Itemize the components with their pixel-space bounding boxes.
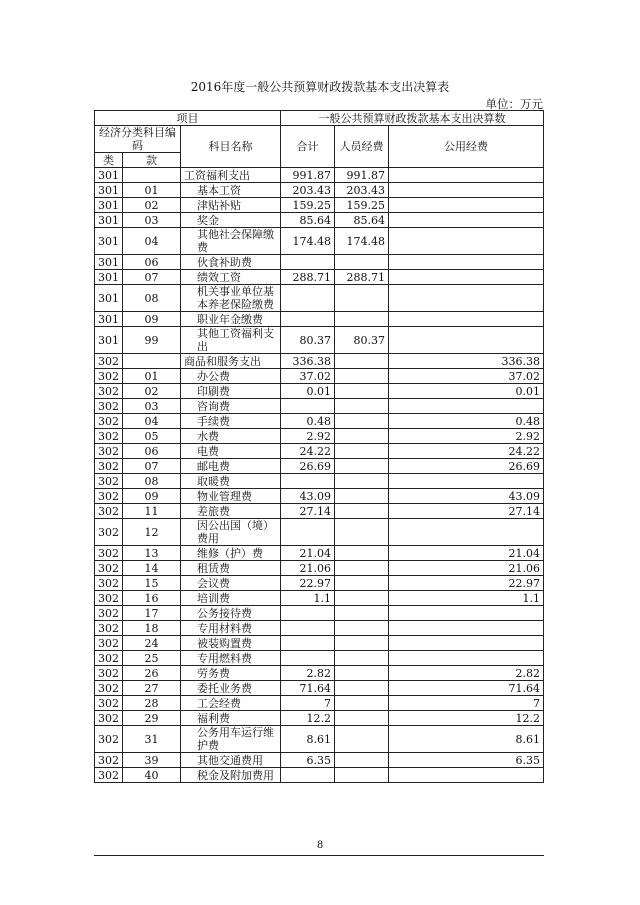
cell-lei: 302 xyxy=(95,606,123,621)
table-row xyxy=(95,255,544,270)
cell-kuan: 25 xyxy=(123,651,181,666)
cell-personnel: 85.64 xyxy=(335,213,389,228)
page-number: 8 xyxy=(316,840,324,851)
cell-kuan: 13 xyxy=(123,546,181,561)
cell-personnel xyxy=(335,444,389,459)
cell-personnel xyxy=(335,681,389,696)
table-row xyxy=(95,285,544,312)
cell-kuan: 02 xyxy=(123,384,181,399)
table-row xyxy=(95,696,544,711)
cell-subject-name: 工会经费 xyxy=(181,696,281,711)
table-row xyxy=(95,270,544,285)
cell-total: 80.37 xyxy=(281,327,335,354)
table-row xyxy=(95,591,544,606)
cell-public: 26.69 xyxy=(389,459,544,474)
cell-total: 991.87 xyxy=(281,168,335,183)
cell-subject-name: 伙食补助费 xyxy=(181,255,281,270)
cell-total: 43.09 xyxy=(281,489,335,504)
table-row xyxy=(95,213,544,228)
cell-subject-name: 其他工资福利支出 xyxy=(181,327,281,354)
cell-total: 7 xyxy=(281,696,335,711)
header-row-2 xyxy=(95,126,544,153)
cell-subject-name: 绩效工资 xyxy=(181,270,281,285)
cell-kuan xyxy=(123,168,181,183)
cell-total xyxy=(281,636,335,651)
cell-subject-name: 因公出国（境）费用 xyxy=(181,519,281,546)
cell-kuan: 12 xyxy=(123,519,181,546)
cell-public: 7 xyxy=(389,696,544,711)
cell-public: 6.35 xyxy=(389,753,544,768)
table-row xyxy=(95,489,544,504)
cell-kuan: 11 xyxy=(123,504,181,519)
cell-personnel: 991.87 xyxy=(335,168,389,183)
cell-public: 8.61 xyxy=(389,726,544,753)
table-row xyxy=(95,312,544,327)
cell-personnel xyxy=(335,768,389,783)
table-row xyxy=(95,183,544,198)
cell-personnel xyxy=(335,474,389,489)
cell-total xyxy=(281,768,335,783)
cell-personnel xyxy=(335,576,389,591)
table-row xyxy=(95,561,544,576)
cell-kuan: 06 xyxy=(123,255,181,270)
cell-personnel xyxy=(335,285,389,312)
cell-subject-name: 福利费 xyxy=(181,711,281,726)
cell-lei: 301 xyxy=(95,285,123,312)
cell-kuan: 24 xyxy=(123,636,181,651)
cell-lei: 301 xyxy=(95,312,123,327)
cell-kuan: 18 xyxy=(123,621,181,636)
header-project: 项目 xyxy=(95,111,281,126)
table-row xyxy=(95,768,544,783)
cell-personnel xyxy=(335,711,389,726)
cell-lei: 302 xyxy=(95,399,123,414)
cell-subject-name: 物业管理费 xyxy=(181,489,281,504)
cell-public: 1.1 xyxy=(389,591,544,606)
cell-lei: 301 xyxy=(95,327,123,354)
cell-public: 2.82 xyxy=(389,666,544,681)
cell-subject-name: 其他社会保障缴费 xyxy=(181,228,281,255)
table-row xyxy=(95,576,544,591)
cell-lei: 301 xyxy=(95,198,123,213)
cell-total: 1.1 xyxy=(281,591,335,606)
cell-kuan: 27 xyxy=(123,681,181,696)
cell-lei: 302 xyxy=(95,696,123,711)
cell-kuan: 14 xyxy=(123,561,181,576)
cell-kuan: 99 xyxy=(123,327,181,354)
cell-kuan: 03 xyxy=(123,399,181,414)
cell-kuan: 16 xyxy=(123,591,181,606)
cell-total: 24.22 xyxy=(281,444,335,459)
cell-subject-name: 商品和服务支出 xyxy=(181,354,281,369)
cell-lei: 302 xyxy=(95,354,123,369)
cell-subject-name: 税金及附加费用 xyxy=(181,768,281,783)
cell-lei: 302 xyxy=(95,591,123,606)
cell-kuan: 17 xyxy=(123,606,181,621)
cell-subject-name: 取暖费 xyxy=(181,474,281,489)
table-row xyxy=(95,429,544,444)
cell-kuan: 15 xyxy=(123,576,181,591)
cell-public xyxy=(389,651,544,666)
cell-subject-name: 其他交通费用 xyxy=(181,753,281,768)
cell-lei: 302 xyxy=(95,726,123,753)
cell-public: 71.64 xyxy=(389,681,544,696)
cell-personnel xyxy=(335,621,389,636)
cell-public: 12.2 xyxy=(389,711,544,726)
cell-public xyxy=(389,519,544,546)
cell-total xyxy=(281,255,335,270)
cell-public: 0.01 xyxy=(389,384,544,399)
cell-total xyxy=(281,285,335,312)
cell-lei: 302 xyxy=(95,621,123,636)
cell-lei: 301 xyxy=(95,270,123,285)
cell-kuan: 05 xyxy=(123,429,181,444)
cell-lei: 301 xyxy=(95,168,123,183)
table-row xyxy=(95,681,544,696)
table-row xyxy=(95,753,544,768)
cell-lei: 302 xyxy=(95,369,123,384)
cell-public xyxy=(389,285,544,312)
cell-lei: 302 xyxy=(95,768,123,783)
table-row xyxy=(95,666,544,681)
cell-personnel xyxy=(335,651,389,666)
cell-total: 2.82 xyxy=(281,666,335,681)
cell-total xyxy=(281,621,335,636)
table-row xyxy=(95,519,544,546)
cell-personnel xyxy=(335,591,389,606)
cell-subject-name: 差旅费 xyxy=(181,504,281,519)
cell-subject-name: 租赁费 xyxy=(181,561,281,576)
cell-public xyxy=(389,183,544,198)
cell-subject-name: 咨询费 xyxy=(181,399,281,414)
cell-lei: 302 xyxy=(95,429,123,444)
cell-public xyxy=(389,474,544,489)
table-row xyxy=(95,621,544,636)
header-kuan: 款 xyxy=(123,153,181,168)
cell-personnel xyxy=(335,696,389,711)
cell-subject-name: 办公费 xyxy=(181,369,281,384)
cell-total xyxy=(281,519,335,546)
cell-kuan: 31 xyxy=(123,726,181,753)
cell-total xyxy=(281,651,335,666)
cell-subject-name: 奖金 xyxy=(181,213,281,228)
cell-lei: 302 xyxy=(95,504,123,519)
cell-lei: 301 xyxy=(95,228,123,255)
cell-public: 336.38 xyxy=(389,354,544,369)
cell-total: 26.69 xyxy=(281,459,335,474)
cell-kuan: 08 xyxy=(123,474,181,489)
table-row xyxy=(95,399,544,414)
cell-public: 2.92 xyxy=(389,429,544,444)
cell-subject-name: 邮电费 xyxy=(181,459,281,474)
cell-lei: 302 xyxy=(95,459,123,474)
cell-public: 0.48 xyxy=(389,414,544,429)
table-row xyxy=(95,444,544,459)
table-row xyxy=(95,726,544,753)
cell-total: 21.06 xyxy=(281,561,335,576)
header-subject-name: 科目名称 xyxy=(181,126,281,168)
cell-lei: 302 xyxy=(95,474,123,489)
cell-kuan: 06 xyxy=(123,444,181,459)
cell-personnel xyxy=(335,561,389,576)
cell-personnel xyxy=(335,726,389,753)
cell-subject-name: 委托业务费 xyxy=(181,681,281,696)
expenditure-table xyxy=(94,110,544,783)
cell-lei: 302 xyxy=(95,651,123,666)
cell-subject-name: 工资福利支出 xyxy=(181,168,281,183)
table-row xyxy=(95,414,544,429)
cell-total: 203.43 xyxy=(281,183,335,198)
cell-lei: 301 xyxy=(95,183,123,198)
cell-public: 21.06 xyxy=(389,561,544,576)
table-row xyxy=(95,228,544,255)
cell-personnel: 159.25 xyxy=(335,198,389,213)
cell-personnel xyxy=(335,636,389,651)
cell-kuan: 07 xyxy=(123,270,181,285)
cell-personnel xyxy=(335,504,389,519)
table-row xyxy=(95,384,544,399)
cell-personnel xyxy=(335,666,389,681)
cell-subject-name: 培训费 xyxy=(181,591,281,606)
cell-lei: 302 xyxy=(95,753,123,768)
cell-personnel xyxy=(335,489,389,504)
cell-total: 174.48 xyxy=(281,228,335,255)
cell-total: 2.92 xyxy=(281,429,335,444)
cell-public xyxy=(389,621,544,636)
cell-public xyxy=(389,168,544,183)
cell-kuan: 03 xyxy=(123,213,181,228)
header-main-group: 一般公共预算财政拨款基本支出决算数 xyxy=(281,111,544,126)
cell-lei: 302 xyxy=(95,576,123,591)
table-row xyxy=(95,474,544,489)
cell-total: 0.01 xyxy=(281,384,335,399)
table-row xyxy=(95,546,544,561)
cell-subject-name: 会议费 xyxy=(181,576,281,591)
cell-total: 85.64 xyxy=(281,213,335,228)
cell-subject-name: 手续费 xyxy=(181,414,281,429)
cell-kuan: 01 xyxy=(123,369,181,384)
cell-public xyxy=(389,312,544,327)
cell-lei: 302 xyxy=(95,444,123,459)
cell-total: 37.02 xyxy=(281,369,335,384)
cell-total: 22.97 xyxy=(281,576,335,591)
cell-total: 159.25 xyxy=(281,198,335,213)
cell-subject-name: 专用材料费 xyxy=(181,621,281,636)
cell-public: 43.09 xyxy=(389,489,544,504)
unit-label: 单位：万元 xyxy=(485,97,543,111)
table-row xyxy=(95,198,544,213)
table-row xyxy=(95,711,544,726)
cell-subject-name: 专用燃料费 xyxy=(181,651,281,666)
cell-personnel xyxy=(335,414,389,429)
header-row-1 xyxy=(95,111,544,126)
cell-public: 21.04 xyxy=(389,546,544,561)
cell-public: 27.14 xyxy=(389,504,544,519)
cell-kuan: 09 xyxy=(123,312,181,327)
cell-lei: 302 xyxy=(95,561,123,576)
cell-public xyxy=(389,270,544,285)
cell-total: 8.61 xyxy=(281,726,335,753)
header-lei: 类 xyxy=(95,153,123,168)
cell-subject-name: 印刷费 xyxy=(181,384,281,399)
cell-total: 12.2 xyxy=(281,711,335,726)
cell-public xyxy=(389,399,544,414)
table-row xyxy=(95,168,544,183)
cell-total xyxy=(281,399,335,414)
cell-personnel xyxy=(335,354,389,369)
cell-lei: 302 xyxy=(95,384,123,399)
header-econ-code: 经济分类科目编码 xyxy=(95,126,181,153)
cell-total: 27.14 xyxy=(281,504,335,519)
cell-subject-name: 基本工资 xyxy=(181,183,281,198)
cell-personnel xyxy=(335,312,389,327)
cell-total: 21.04 xyxy=(281,546,335,561)
cell-kuan: 07 xyxy=(123,459,181,474)
cell-subject-name: 公务用车运行维护费 xyxy=(181,726,281,753)
footer-divider xyxy=(94,855,544,856)
cell-subject-name: 水费 xyxy=(181,429,281,444)
table-row xyxy=(95,327,544,354)
table-row xyxy=(95,606,544,621)
cell-kuan: 28 xyxy=(123,696,181,711)
cell-subject-name: 津贴补贴 xyxy=(181,198,281,213)
table-row xyxy=(95,651,544,666)
cell-kuan: 09 xyxy=(123,489,181,504)
cell-lei: 302 xyxy=(95,666,123,681)
table-row xyxy=(95,636,544,651)
cell-kuan: 26 xyxy=(123,666,181,681)
cell-total xyxy=(281,312,335,327)
cell-kuan: 04 xyxy=(123,228,181,255)
cell-subject-name: 职业年金缴费 xyxy=(181,312,281,327)
cell-personnel xyxy=(335,255,389,270)
cell-lei: 302 xyxy=(95,711,123,726)
cell-total xyxy=(281,606,335,621)
cell-personnel: 203.43 xyxy=(335,183,389,198)
cell-subject-name: 电费 xyxy=(181,444,281,459)
cell-public: 24.22 xyxy=(389,444,544,459)
cell-public xyxy=(389,327,544,354)
cell-public xyxy=(389,213,544,228)
cell-personnel xyxy=(335,753,389,768)
header-personnel: 人员经费 xyxy=(335,126,389,168)
cell-subject-name: 被装购置费 xyxy=(181,636,281,651)
cell-kuan: 02 xyxy=(123,198,181,213)
table-row xyxy=(95,354,544,369)
cell-subject-name: 维修（护）费 xyxy=(181,546,281,561)
cell-kuan: 01 xyxy=(123,183,181,198)
table-row xyxy=(95,459,544,474)
cell-personnel xyxy=(335,606,389,621)
cell-personnel xyxy=(335,546,389,561)
table-row xyxy=(95,369,544,384)
cell-lei: 302 xyxy=(95,546,123,561)
cell-public xyxy=(389,636,544,651)
cell-personnel xyxy=(335,459,389,474)
cell-total: 71.64 xyxy=(281,681,335,696)
cell-kuan xyxy=(123,354,181,369)
cell-personnel xyxy=(335,429,389,444)
cell-subject-name: 公务接待费 xyxy=(181,606,281,621)
cell-lei: 302 xyxy=(95,489,123,504)
cell-personnel: 174.48 xyxy=(335,228,389,255)
cell-personnel: 288.71 xyxy=(335,270,389,285)
cell-kuan: 40 xyxy=(123,768,181,783)
cell-lei: 302 xyxy=(95,414,123,429)
table-row xyxy=(95,504,544,519)
cell-total: 0.48 xyxy=(281,414,335,429)
cell-kuan: 39 xyxy=(123,753,181,768)
cell-subject-name: 劳务费 xyxy=(181,666,281,681)
cell-personnel: 80.37 xyxy=(335,327,389,354)
header-public: 公用经费 xyxy=(389,126,544,168)
cell-personnel xyxy=(335,399,389,414)
cell-public xyxy=(389,606,544,621)
cell-personnel xyxy=(335,369,389,384)
cell-lei: 301 xyxy=(95,213,123,228)
cell-personnel xyxy=(335,519,389,546)
cell-lei: 302 xyxy=(95,681,123,696)
cell-public xyxy=(389,228,544,255)
cell-kuan: 04 xyxy=(123,414,181,429)
cell-subject-name: 机关事业单位基本养老保险缴费 xyxy=(181,285,281,312)
cell-total: 288.71 xyxy=(281,270,335,285)
cell-total xyxy=(281,474,335,489)
cell-personnel xyxy=(335,384,389,399)
document-title: 2016年度一般公共预算财政拨款基本支出决算表 xyxy=(190,80,450,94)
cell-kuan: 08 xyxy=(123,285,181,312)
cell-lei: 302 xyxy=(95,636,123,651)
cell-public: 37.02 xyxy=(389,369,544,384)
cell-total: 336.38 xyxy=(281,354,335,369)
cell-kuan: 29 xyxy=(123,711,181,726)
cell-public xyxy=(389,255,544,270)
cell-lei: 302 xyxy=(95,519,123,546)
cell-lei: 301 xyxy=(95,255,123,270)
cell-public xyxy=(389,768,544,783)
header-total: 合计 xyxy=(281,126,335,168)
cell-public: 22.97 xyxy=(389,576,544,591)
cell-total: 6.35 xyxy=(281,753,335,768)
cell-public xyxy=(389,198,544,213)
